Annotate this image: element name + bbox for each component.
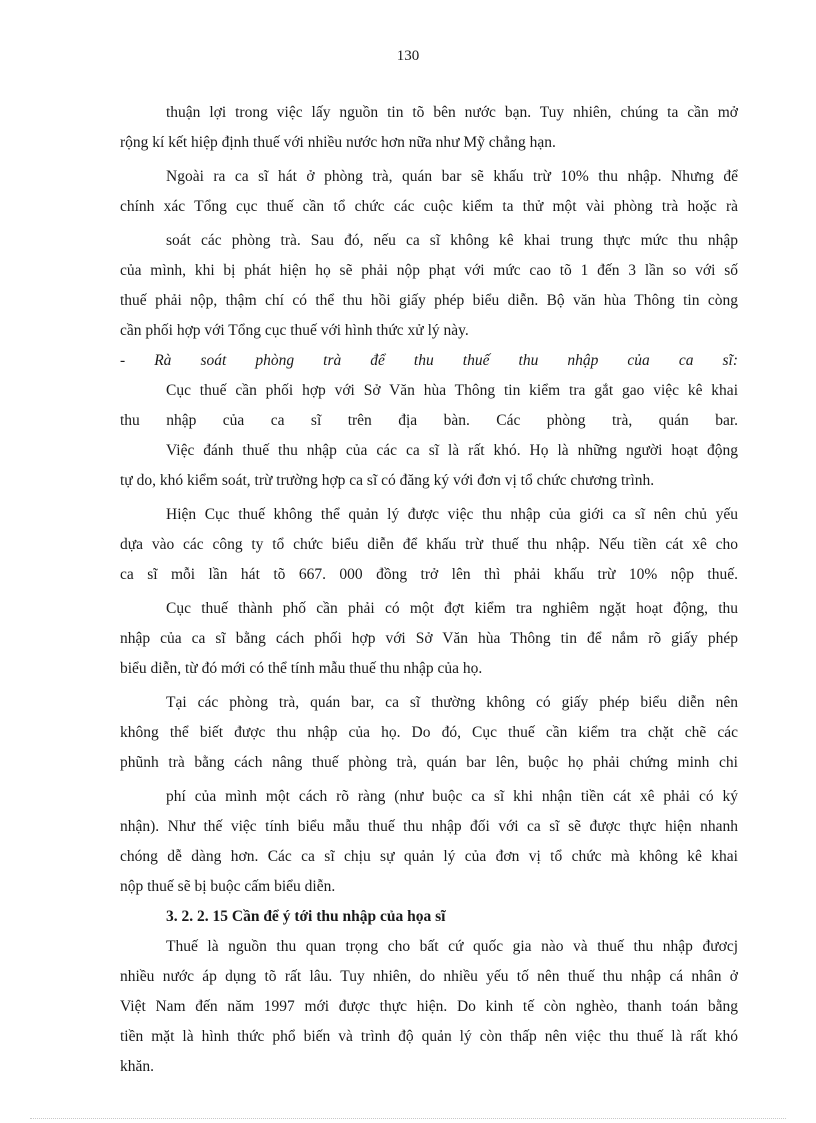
text-line: dựa vào các công ty tổ chức biểu diễn để khấu trừ thuế thu nhập. Nếu tiền cát xê cho — [120, 536, 738, 553]
text-line: tự do, khó kiểm soát, trừ trường hợp ca sĩ có đăng ký với đơn vị tổ chức chương trình. — [120, 472, 655, 489]
text-line: phũnh trà bằng cách nâng thuế phòng trà, quán bar lên, buộc họ phải chứng minh chi — [120, 754, 738, 771]
text-line: chóng dễ dàng hơn. Các ca sĩ chịu sự quản lý của đơn vị tổ chức mà không kê khai — [120, 848, 738, 865]
text-line: Cục thuế thành phố cần phải có một đợt kiểm tra nghiêm ngặt hoạt động, thu — [166, 600, 738, 617]
text-line: chính xác Tổng cục thuế cần tổ chức các cuộc kiểm ta thử một vài phòng trà hoặc rà — [120, 198, 738, 215]
text-line: cần phối hợp với Tổng cục thuế với hình thức xử lý này. — [120, 322, 469, 339]
text-line: nhận). Như thế việc tính biểu mẫu thuế thu nhập đối với ca sĩ sẽ được thực hiện nhanh — [120, 818, 738, 835]
text-line: tiền mặt là hình thức phổ biến và trình độ quản lý còn thấp nên việc thu thuế là rất khó — [120, 1028, 738, 1045]
page-bottom-border — [30, 1118, 786, 1119]
text-line: nộp thuế sẽ bị buộc cấm biểu diễn. — [120, 878, 336, 895]
text-line: biểu diễn, từ đó mới có thể tính mẫu thuế thu nhập của họ. — [120, 660, 483, 677]
text-line: nhiều nước áp dụng tõ rất lâu. Tuy nhiên, do nhiều yếu tố nên thuế thu nhập cá nhân ở — [120, 968, 738, 985]
text-line: soát các phòng trà. Sau đó, nếu ca sĩ không kê khai trung thực mức thu nhập — [166, 232, 738, 249]
text-line: Việc đánh thuế thu nhập của các ca sĩ là rất khó. Họ là những người hoạt động — [166, 442, 738, 459]
text-line: Hiện Cục thuế không thể quản lý được việc thu nhập của giới ca sĩ nên chủ yếu — [166, 506, 738, 523]
text-line: thu nhập của ca sĩ trên địa bàn. Các phòng trà, quán bar. — [120, 412, 738, 429]
text-line: thuế phải nộp, thậm chí có thể thu hồi giấy phép biểu diễn. Bộ văn hùa Thông tin còng — [120, 292, 738, 309]
section-subheading: - Rà soát phòng trà để thu thuế thu nhập của ca sĩ: — [120, 352, 738, 369]
text-line: không thể biết được thu nhập của họ. Do đó, Cục thuế cần kiểm tra chặt chẽ các — [120, 724, 738, 741]
text-line: khăn. — [120, 1058, 155, 1075]
page-number: 130 — [396, 48, 420, 64]
text-line: phí của mình một cách rõ ràng (như buộc ca sĩ khi nhận tiền cát xê phải có ký — [166, 788, 738, 805]
text-line: Việt Nam đến năm 1997 mới được thực hiện. Do kinh tế còn nghèo, thanh toán bằng — [120, 998, 738, 1015]
text-line: ca sĩ mỗi lần hát tõ 667. 000 đồng trở lên thì phải khấu trừ 10% nộp thuế. — [120, 566, 738, 583]
text-line: Thuế là nguồn thu quan trọng cho bất cứ quốc gia nào và thuế thu nhập đươcj — [166, 938, 738, 955]
text-line: thuận lợi trong việc lấy nguồn tin tõ bên nước bạn. Tuy nhiên, chúng ta cần mở — [166, 104, 738, 121]
text-line: nhập của ca sĩ bằng cách phối hợp với Sở Văn hùa Thông tin để nắm rõ giấy phép — [120, 630, 738, 647]
text-line: Ngoài ra ca sĩ hát ở phòng trà, quán bar sẽ khấu trừ 10% thu nhập. Nhưng để — [166, 168, 738, 185]
text-line: Cục thuế cần phối hợp với Sở Văn hùa Thông tin kiểm tra gắt gao việc kê khai — [166, 382, 738, 399]
text-line: rộng kí kết hiệp định thuế với nhiều nước hơn nữa như Mỹ chẳng hạn. — [120, 134, 556, 151]
page-body — [120, 98, 738, 1082]
text-line: Tại các phòng trà, quán bar, ca sĩ thường không có giấy phép biểu diễn nên — [166, 694, 738, 711]
text-line: của mình, khi bị phát hiện họ sẽ phải nộp phạt với mức cao tõ 1 đến 3 lần so với số — [120, 262, 738, 279]
section-heading: 3. 2. 2. 15 Cần để ý tới thu nhập của họa sĩ — [166, 908, 446, 925]
